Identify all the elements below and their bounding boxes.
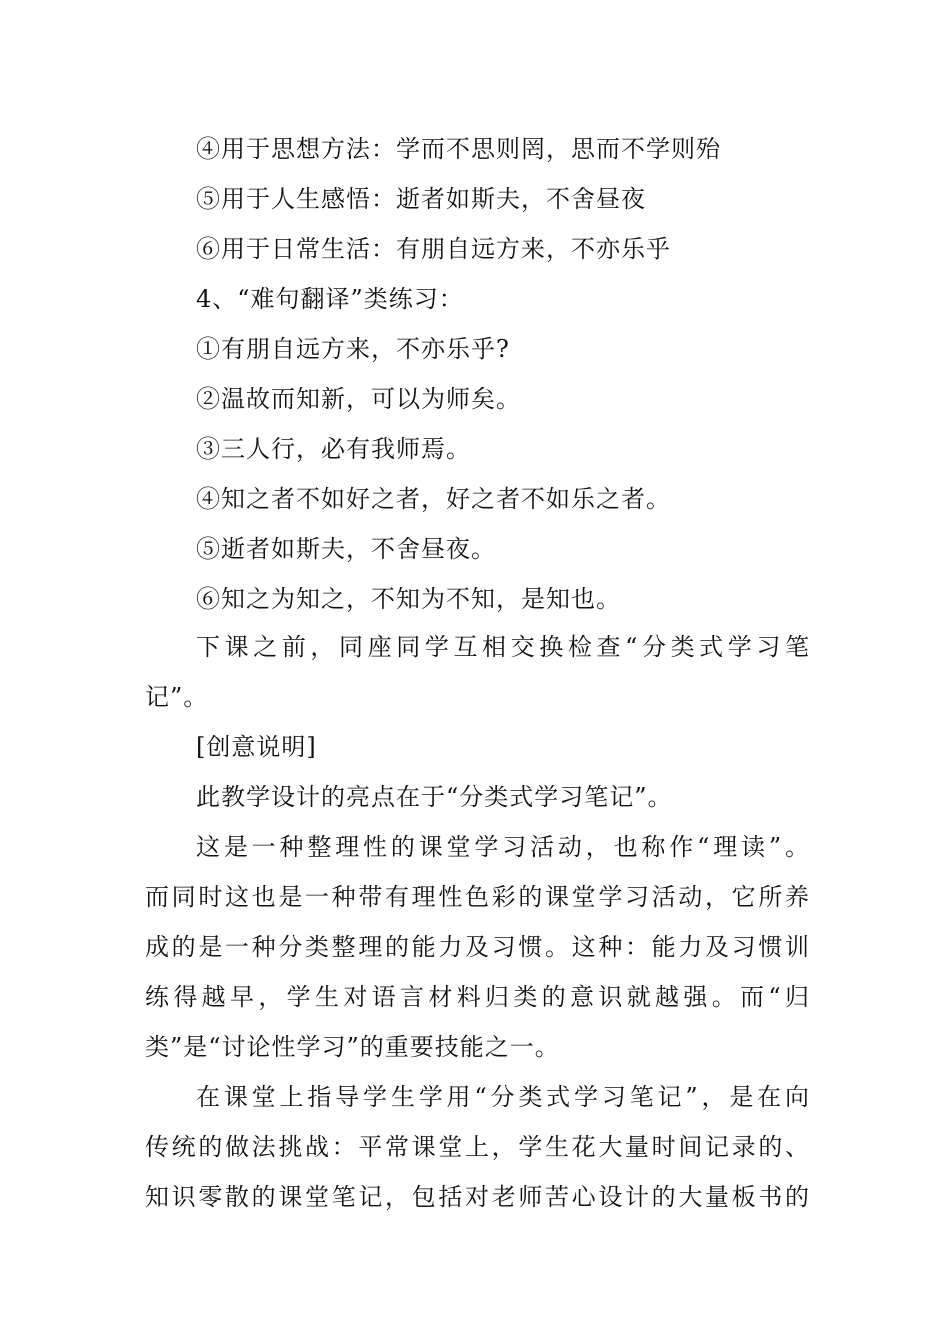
paragraph-line: 传统的做法挑战：平常课堂上，学生花大量时间记录的、 (145, 1133, 810, 1161)
text-line-usage-daily: ⑥用于日常生活：有朋自远方来，不亦乐乎 (196, 235, 671, 263)
exercise-item-2: ②温故而知新，可以为师矣。 (196, 385, 521, 413)
exercise-item-3: ③三人行，必有我师焉。 (196, 435, 471, 463)
paragraph-line: 成的是一种分类整理的能力及习惯。这种：能力及习惯训 (145, 933, 810, 961)
exercise-item-5: ⑤逝者如斯夫，不舍昼夜。 (196, 535, 496, 563)
section-heading-creative-note: [创意说明] (196, 733, 317, 761)
exercise-item-1: ①有朋自远方来，不亦乐乎? (196, 335, 510, 363)
paragraph-line: 类”是“讨论性学习”的重要技能之一。 (145, 1033, 560, 1061)
paragraph-line: 知识零散的课堂笔记，包括对老师苦心设计的大量板书的 (145, 1183, 810, 1211)
paragraph-line: 在课堂上指导学生学用“分类式学习笔记”，是在向 (196, 1083, 810, 1111)
paragraph-line: 记”。 (145, 683, 209, 711)
section-heading-translation: 4、“难句翻译”类练习： (196, 285, 464, 313)
paragraph-line: 练得越早，学生对语言材料归类的意识就越强。而“归 (145, 983, 810, 1011)
paragraph-line: 而同时这也是一种带有理性色彩的课堂学习活动，它所养 (145, 883, 810, 911)
text-line-usage-thinking: ④用于思想方法：学而不思则罔，思而不学则殆 (196, 135, 721, 163)
text-line-usage-life: ⑤用于人生感悟：逝者如斯夫，不舍昼夜 (196, 185, 646, 213)
paragraph-line: 此教学设计的亮点在于“分类式学习笔记”。 (196, 783, 673, 811)
paragraph-line: 这是一种整理性的课堂学习活动，也称作“理读”。 (196, 833, 810, 861)
paragraph-line: 下课之前，同座同学互相交换检查“分类式学习笔 (196, 633, 810, 661)
exercise-item-6: ⑥知之为知之，不知为不知，是知也。 (196, 585, 621, 613)
exercise-item-4: ④知之者不如好之者，好之者不如乐之者。 (196, 485, 671, 513)
